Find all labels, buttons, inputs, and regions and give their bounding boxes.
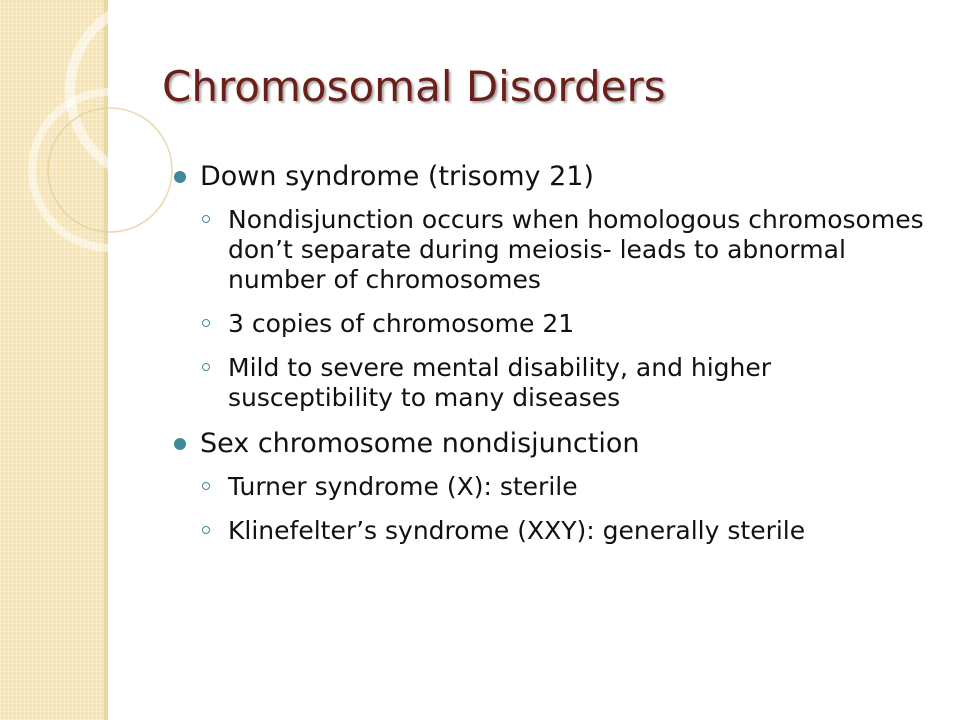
sub-bullet-turner — [170, 472, 940, 502]
sub-bullet-nondisjunction — [170, 205, 940, 295]
hollow-circle-bullet-icon — [202, 482, 210, 490]
sub-bullet-three-copies — [170, 309, 940, 339]
hollow-circle-bullet-icon — [202, 526, 210, 534]
sub-bullet-text: Mild to severe mental disability, and higher susceptibility to many diseases — [228, 353, 772, 412]
slide-body — [170, 160, 940, 560]
sub-bullet-text: Klinefelter’s syndrome (XXY): generally sterile — [228, 516, 806, 545]
sub-bullet-text: Nondisjunction occurs when homologous chromosomes don’t separate during meiosis- leads to abnormal number of chromosomes — [228, 205, 924, 294]
sub-bullet-text: Turner syndrome (X): sterile — [228, 472, 578, 501]
filled-circle-bullet-icon — [174, 171, 186, 183]
sub-bullet-klinefelter — [170, 516, 940, 546]
bullet-down-syndrome — [170, 160, 940, 193]
bullet-sex-chromosome — [170, 427, 940, 460]
bullet-text: Sex chromosome nondisjunction — [200, 428, 640, 459]
bullet-text: Down syndrome (trisomy 21) — [200, 161, 594, 192]
hollow-circle-bullet-icon — [202, 319, 210, 327]
slide-title: Chromosomal Disorders — [162, 62, 666, 111]
sub-bullet-disability — [170, 353, 940, 413]
sub-bullet-text: 3 copies of chromosome 21 — [228, 309, 575, 338]
filled-circle-bullet-icon — [174, 438, 186, 450]
hollow-circle-bullet-icon — [202, 363, 210, 371]
hollow-circle-bullet-icon — [202, 215, 210, 223]
